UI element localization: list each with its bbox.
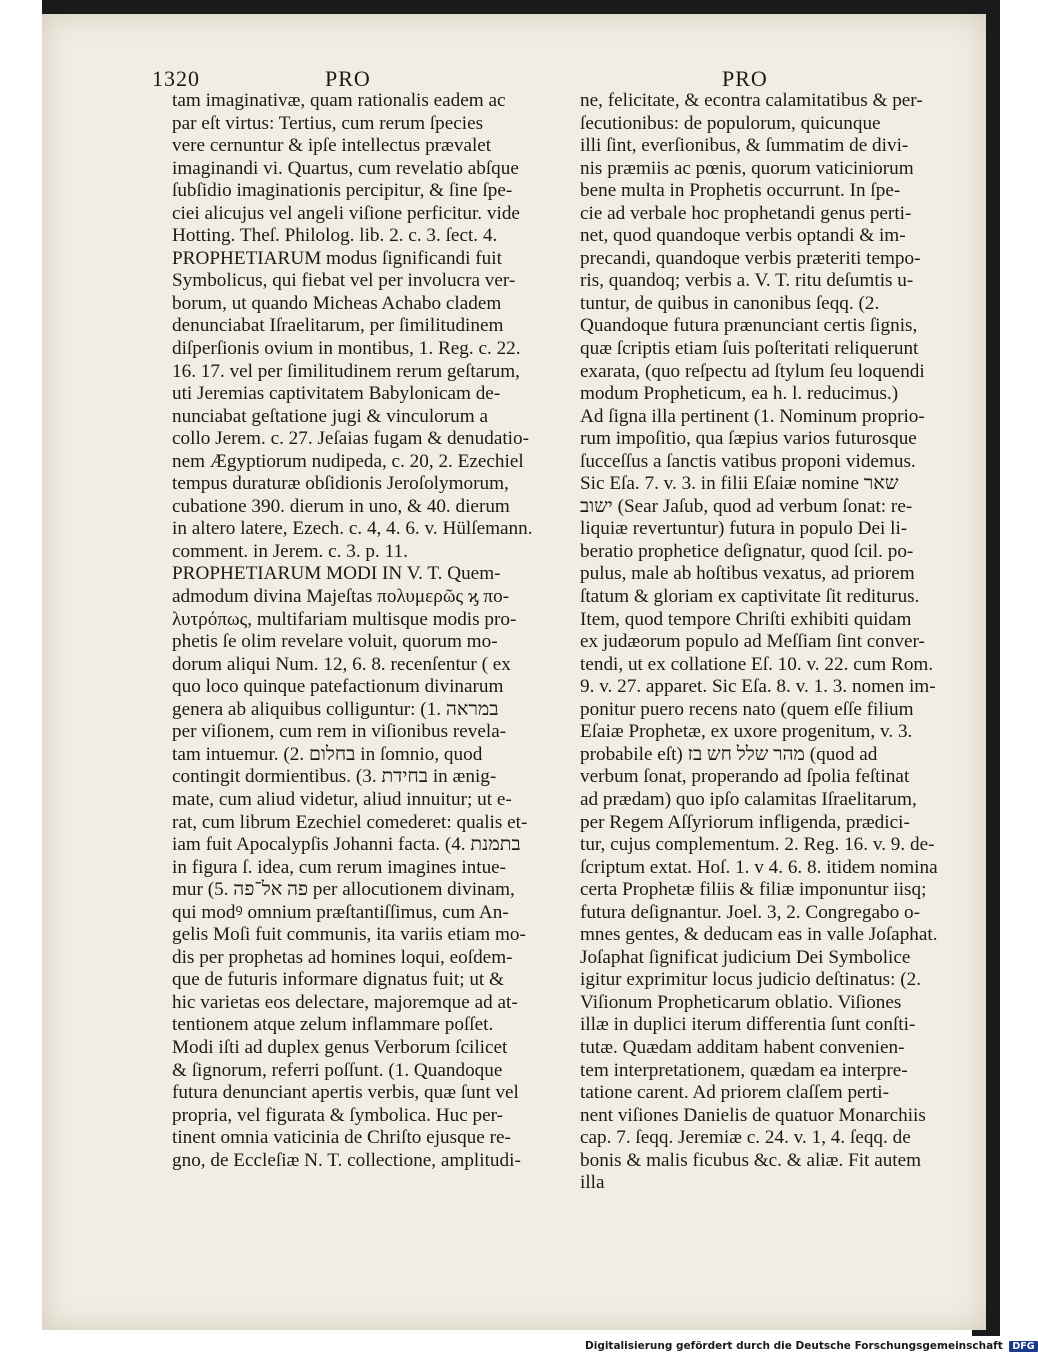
text-line: imaginandi vi. Quartus, cum revelatio abſque [172, 157, 519, 179]
running-head-left: PRO [325, 66, 371, 91]
text-line: ſtatum & gloriam ex captivitate ſit rediturus. [580, 586, 920, 608]
text-line: ex judæorum populo ad Meſſiam ſint conver- [580, 631, 925, 653]
text-line: liquiæ revertuntur) futura in populo Dei li- [580, 518, 908, 540]
text-line: mnes gentes, & deducam eas in valle Joſaphat. [580, 924, 938, 946]
text-line: beratio prophetice deſignatur, quod ſcil. po- [580, 540, 914, 562]
text-line: net, quod quandoque verbis optandi & im- [580, 225, 906, 247]
text-line: ישוב (Sear Jaſub, quod ad verbum ſonat: re- [580, 495, 913, 517]
dfg-logo: DFG [1009, 1341, 1037, 1352]
text-line: exarata, (quo reſpectu ad ſtylum ſeu loquendi [580, 360, 925, 382]
text-line: quæ ſcriptis etiam ſuis poſteritati reliquerunt [580, 338, 919, 360]
text-line: pulus, male ab hoſtibus vexatus, ad priorem [580, 563, 915, 585]
text-line: tuntur, de quibus in canonibus ſeqq. (2. [580, 292, 880, 314]
text-line: tentionem atque zelum inflammare poſſet. [172, 1014, 494, 1036]
text-line: quo loco quinque patefactionum divinarum [172, 676, 504, 698]
text-line: dorum aliqui Num. 12, 6. 8. recenſentur ( ex [172, 653, 511, 675]
text-line: ſubſidio imaginationis percipitur, & ſine ſpe- [172, 180, 513, 202]
text-line: Eſaiæ Prophetæ, ex uxore progenitum, v. 3. [580, 721, 913, 743]
text-line: Item, quod tempore Chriſti exhibiti quidam [580, 608, 912, 630]
text-line: per Regem Aſſyriorum infligenda, prædici- [580, 811, 910, 833]
text-line: Quandoque futura prænunciant certis ſignis, [580, 315, 918, 337]
text-line: Modi iſti ad duplex genus Verborum ſcilicet [172, 1036, 508, 1058]
text-line: 9. v. 27. apparet. Sic Eſa. 8. v. 1. 3. nomen im- [580, 676, 936, 698]
text-line: Symbolicus, qui fiebat vel per involucra ver- [172, 270, 516, 292]
text-line: tinent omnia vaticinia de Chriſto ejusque re- [172, 1127, 511, 1149]
text-line: cie ad verbale hoc prophetandi genus perti- [580, 202, 912, 224]
text-line: tendi, ut ex collatione Eſ. 10. v. 22. cum Rom. [580, 653, 934, 675]
text-line: per viſionem, cum rem in viſionibus revela- [172, 721, 507, 743]
text-line: PROPHETIARUM modus ſignificandi fuit [172, 247, 502, 269]
text-line: ris, quandoq; verbis a. V. T. ritu deſumtis u- [580, 270, 914, 292]
text-line: ſucceſſus a ſanctis vatibus proponi videmus. [580, 450, 916, 472]
text-line: gelis Moſi fuit communis, ita variis etiam mo- [172, 924, 526, 946]
text-line: PROPHETIARUM MODI IN V. T. Quem- [172, 563, 501, 585]
text-line: precandi, quandoque verbis præteriti tempo- [580, 247, 921, 269]
text-line: tur, cujus complementum. 2. Reg. 16. v. 9. de- [580, 834, 935, 856]
footer-text: Digitalisierung gefördert durch die Deutsche Forschungsgemeinschaft [585, 1340, 1003, 1352]
text-line: vere cernuntur & ipſe intellectus prævalet [172, 135, 492, 157]
text-line: tutæ. Quædam additam habent convenien- [580, 1036, 905, 1058]
text-line: illa [580, 1172, 605, 1194]
text-line: contingit dormientibus. (3. בחידת in ænig- [172, 766, 497, 788]
text-line: nis præmiis ac pœnis, quorum vaticiniorum [580, 157, 914, 179]
text-line: bonis & malis ficubus &c. & aliæ. Fit autem [580, 1149, 922, 1171]
text-line: illæ in duplici iterum differentia ſunt conſti- [580, 1014, 916, 1036]
text-line: Ad ſigna illa pertinent (1. Nominum proprio- [580, 405, 925, 427]
left-text-column [172, 90, 542, 1172]
text-line: nunciabat geſtatione jugi & vinculorum a [172, 405, 488, 427]
text-line: nent viſiones Danielis de quatuor Monarchiis [580, 1104, 926, 1126]
text-line: diſperſionis ovium in montibus, 1. Reg. c. 22. [172, 338, 521, 360]
page-number: 1320 [152, 66, 200, 91]
running-head-right: PRO [722, 66, 768, 91]
text-line: Hotting. Theſ. Philolog. lib. 2. c. 3. ſect. 4. [172, 225, 498, 247]
text-line: borum, ut quando Micheas Achabo cladem [172, 292, 502, 314]
text-line: & ſignorum, referri poſſunt. (1. Quandoque [172, 1059, 503, 1081]
text-line: Joſaphat ſignificat judicium Dei Symbolice [580, 946, 911, 968]
text-line: futura denunciant apertis verbis, quæ ſunt vel [172, 1082, 519, 1104]
scan-border-top [0, 0, 1000, 14]
text-line: cap. 7. ſeqq. Jeremiæ c. 24. v. 1, 4. ſeqq. de [580, 1127, 911, 1149]
text-line: tem interpretationem, quædam ea interpre- [580, 1059, 908, 1081]
text-line: tatione carent. Ad priorem claſſem perti- [580, 1082, 890, 1104]
text-line: ſecutionibus: de populorum, quicunque [580, 112, 881, 134]
footer-credit [585, 1340, 1035, 1352]
text-line: comment. in Jerem. c. 3. p. 11. [172, 540, 408, 562]
text-line: rat, cum librum Ezechiel comederet: qualis et- [172, 811, 528, 833]
text-line: phetis ſe olim revelare voluit, quorum mo- [172, 631, 498, 653]
text-line: ciei alicujus vel angeli viſione perficitur. vide [172, 202, 520, 224]
text-line: bene multa in Prophetis occurrunt. In ſpe- [580, 180, 901, 202]
text-line: tam intuemur. (2. בחלום in ſomnio, quod [172, 743, 483, 765]
text-line: par eſt virtus: Tertius, cum rerum ſpecies [172, 112, 484, 134]
text-line: ad prædam) quo ipſo calamitas Iſraelitarum, [580, 788, 917, 810]
text-line: in altero latere, Ezech. c. 4, 4. 6. v. Hülſemann. [172, 518, 533, 540]
scan-border-left [0, 0, 42, 1336]
text-line: in figura ſ. idea, cum rerum imagines intue- [172, 856, 507, 878]
text-line: certa Prophetæ filiis & filiæ imponuntur iisq; [580, 879, 927, 901]
text-line: igitur exprimitur locus judicio deſtinatus: (2. [580, 969, 922, 991]
text-line: propria, vel figurata & ſymbolica. Huc per- [172, 1104, 504, 1126]
text-line: admodum divina Majeſtas πολυμερῶς ϗ πο- [172, 586, 510, 608]
text-line: ſcriptum extat. Hoſ. 1. v 4. 6. 8. itidem nomina [580, 856, 938, 878]
text-line: iam fuit Apocalypſis Johanni facta. (4. בתמנת [172, 834, 521, 856]
text-line: tempus duraturæ obſidionis Jeroſolymorum, [172, 473, 509, 495]
text-line: genera ab aliquibus colliguntur: (1. במראה [172, 698, 499, 720]
text-line: mur (5. פה אל־פה per allocutionem divinam, [172, 879, 515, 901]
text-line: tam imaginativæ, quam rationalis eadem ac [172, 90, 506, 111]
text-line: rum impoſitio, qua ſæpius varios futurosque [580, 428, 917, 450]
text-line: que de futuris informare dignatus fuit; ut & [172, 969, 504, 991]
text-line: hic varietas eos delectare, majoremque ad at- [172, 991, 518, 1013]
text-line: probabile eſt) מהר שלל חש בז (quod ad [580, 743, 878, 765]
text-line: λυτρόπως, multifariam multisque modis pro- [172, 608, 517, 630]
text-line: nem Ægyptiorum nudipeda, c. 20, 2. Ezechiel [172, 450, 524, 472]
text-line: Viſionum Propheticarum oblatio. Viſiones [580, 991, 902, 1013]
text-line: collo Jerem. c. 27. Jeſaias fugam & denudatio- [172, 428, 529, 450]
text-line: 16. 17. vel per ſimilitudinem rerum geſtarum, [172, 360, 520, 382]
text-line: Sic Eſa. 7. v. 3. in filii Eſaiæ nomine שאר [580, 473, 899, 495]
text-line: futura deſignantur. Joel. 3, 2. Congregabo o- [580, 901, 920, 923]
text-line: qui modꝰ omnium præſtantiſſimus, cum An- [172, 901, 509, 923]
right-text-column [580, 90, 950, 1195]
text-line: denunciabat Iſraelitarum, per ſimilitudinem [172, 315, 504, 337]
text-line: illi ſint, everſionibus, & ſummatim de divi- [580, 135, 909, 157]
text-line: verbum ſonat, properando ad ſpolia feſtinat [580, 766, 910, 788]
text-line: uti Jeremias captivitatem Babylonicam de- [172, 383, 501, 405]
text-line: cubatione 390. dierum in uno, & 40. dierum [172, 495, 510, 517]
text-line: gno, de Eccleſiæ N. T. collectione, amplitudi- [172, 1149, 521, 1171]
text-line: mate, cum aliud videtur, aliud innuitur; ut e- [172, 788, 512, 810]
text-line: dis per prophetas ad homines loqui, eoſdem- [172, 946, 513, 968]
text-line: ponitur puero recens nato (quem eſſe filium [580, 698, 914, 720]
text-line: modum Propheticum, ea h. l. reducimus.) [580, 383, 899, 405]
text-line: ne, felicitate, & econtra calamitatibus & per- [580, 90, 923, 111]
